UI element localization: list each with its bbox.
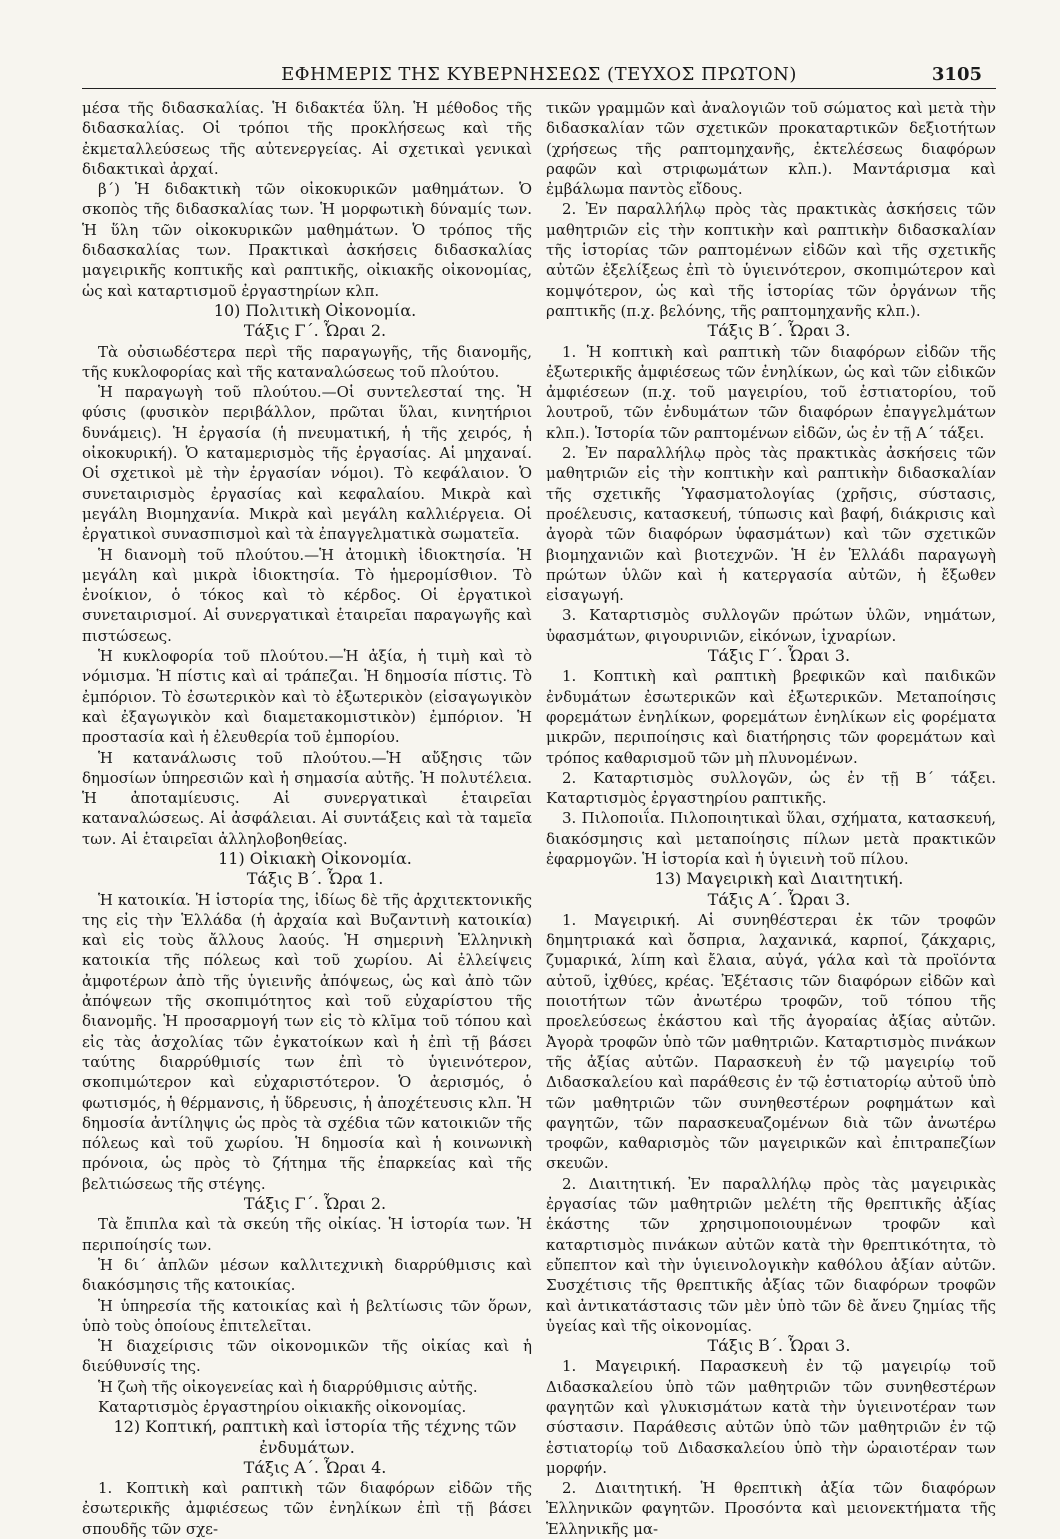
- gazette-title: ΕΦΗΜΕΡΙΣ ΤΗΣ ΚΥΒΕΡΝΗΣΕΩΣ (ΤΕΥΧΟΣ ΠΡΩΤΟΝ): [281, 64, 797, 85]
- paragraph: Ἡ κυκλοφορία τοῦ πλούτου.—Ἡ ἀξία, ἡ τιμὴ καὶ τὸ νόμισμα. Ἡ πίστις καὶ αἱ τράπεζαι. Ἡ δημοσία πίστις. Τὸ ἐμπόριον. Τὸ ἐσωτερικὸν καὶ τὸ ἐξωτερικὸν (εἰσαγωγικὸν καὶ ἐξαγωγικὸν καὶ διαμετακομιστικὸν) ἐμπόριον. Ἡ προστασία καὶ ἡ ἐλευθερία τοῦ ἐμπορίου.: [82, 647, 532, 747]
- paragraph: Ἡ διαχείρισις τῶν οἰκονομικῶν τῆς οἰκίας καὶ ἡ διεύθυνσίς της.: [82, 1337, 532, 1376]
- paragraph: Ἡ ζωὴ τῆς οἰκογενείας καὶ ἡ διαρρύθμισις αὐτῆς.: [98, 1377, 478, 1396]
- paragraph: 2. Καταρτισμὸς συλλογῶν, ὡς ἐν τῇ Β΄ τάξει. Καταρτισμὸς ἐργαστηρίου ραπτικῆς.: [546, 768, 996, 808]
- left-column: [82, 98, 532, 1538]
- paragraph: 2. Ἐν παραλλήλῳ πρὸς τὰς πρακτικὰς ἀσκήσεις τῶν μαθητριῶν εἰς τὴν κοπτικὴν καὶ ραπτικὴν διδασκαλίαν τῆς ἱστορίας τῶν ραπτομένων εἰδῶν καὶ τῆς σχετικῆς αὐτῶν ἐξελίξεως ἐπὶ τὸ ὑγιεινότερον, σκοπιμώτερον καὶ κομψότερον, ὡς καὶ τῆς ἱστορίας τῶν ὀργάνων τῆς ραπτικῆς (π.χ. βελόνης, τῆς ραπτομηχανῆς κλπ.).: [546, 200, 996, 320]
- paragraph: 3. Πιλοποιΐα. Πιλοποιητικαὶ ὕλαι, σχήματα, κατασκευή, διακόσμησις καὶ μεταποίησις πίλων μετὰ πρακτικῶν ἐφαρμογῶν. Ἡ ἱστορία καὶ ἡ ὑγιεινὴ τοῦ πίλου.: [546, 809, 996, 868]
- paragraph: 3. Καταρτισμὸς συλλογῶν πρώτων ὑλῶν, νημάτων, ὑφασμάτων, φιγουρινιῶν, εἰκόνων, ἰχναρίων.: [546, 606, 996, 645]
- paragraph: Ἡ κατοικία. Ἡ ἱστορία της, ἰδίως δὲ τῆς ἀρχιτεκτονικῆς της εἰς τὴν Ἑλλάδα (ἡ ἀρχαία καὶ Βυζαντινὴ κατοικία) καὶ εἰς τοὺς ἄλλους λαούς. Ἡ σημερινὴ Ἑλληνικὴ κατοικία τῆς πόλεως καὶ τοῦ χωρίου. Αἱ ἐλλείψεις ἀμφοτέρων ἀπὸ τῆς ὑγιεινῆς ἀπόψεως, ὡς καὶ ἀπὸ τῶν ἀπόψεων τῆς σκοπιμότητος καὶ τοῦ εὐχαρίστου τῆς διανομῆς. Ἡ προσαρμογή των εἰς τὸ κλῖμα τοῦ τόπου καὶ εἰς τὰς ἀσχολίας τῶν ἐγκατοίκων καὶ ἡ ἐπὶ τῇ βάσει ταύτης διαρρύθμισίς των ἐπὶ τὸ ὑγιεινότερον, σκοπιμώτερον καὶ εὐχαριστότερον. Ὁ ἀερισμός, ὁ φωτισμός, ἡ θέρμανσις, ἡ ὕδρευσις, ἡ ἀποχέτευσις κλπ. Ἡ δημοσία ἀντίληψις ὡς πρὸς τὰ σχέδια τῶν κατοικιῶν τῆς πόλεως καὶ τοῦ χωρίου. Ἡ δημοσία καὶ ἡ κοινωνικὴ πρόνοια, ὡς πρὸς τὸ ζήτημα τῆς ἐπαρκείας καὶ τῆς βελτιώσεως τῆς στέγης.: [82, 890, 532, 1193]
- class-heading: Τάξις Γ΄. Ὧραι 2.: [243, 321, 387, 341]
- paragraph: Καταρτισμὸς ἐργαστηρίου οἰκιακῆς οἰκονομίας.: [98, 1398, 467, 1416]
- paragraph: 1. Κοπτικὴ καὶ ραπτικὴ τῶν διαφόρων εἰδῶν τῆς ἐσωτερικῆς ἀμφιέσεως τῶν ἐνηλίκων ἐπὶ τῇ βάσει σπουδῆς τῶν σχε-: [82, 1479, 532, 1538]
- paragraph: Τὰ οὐσιωδέστερα περὶ τῆς παραγωγῆς, τῆς διανομῆς, τῆς κυκλοφορίας καὶ τῆς καταναλώσεως τοῦ πλούτου.: [82, 342, 532, 381]
- paragraph: Τὰ ἔπιπλα καὶ τὰ σκεύη τῆς οἰκίας. Ἡ ἱστορία των. Ἡ περιποίησίς των.: [82, 1215, 532, 1254]
- paragraph: 1. Μαγειρική. Αἱ συνηθέστεραι ἐκ τῶν τροφῶν δημητριακά καὶ ὄσπρια, λαχανικά, καρποί, ζάκχαρις, ζυμαρικά, λίπη καὶ ἔλαια, αὐγά, γάλα καὶ τὰ προϊόντα αὐτοῦ, ἰχθύες, κρέας. Ἐξέτασις τῶν διαφόρων εἰδῶν καὶ ποιοτήτων τῶν ἀνωτέρω τροφῶν, τοῦ τόπου τῆς προελεύσεως ἑκάστου καὶ τῆς ἀγοραίας ἀξίας αὐτῶν. Ἀγορὰ τροφῶν ὑπὸ τῶν μαθητριῶν. Καταρτισμὸς πινάκων τῆς ἀξίας αὐτῶν. Παρασκευὴ ἐν τῷ μαγειρίῳ τοῦ Διδασκαλείου καὶ παράθεσις ἐν τῷ ἑστιατορίῳ αὐτοῦ ὑπὸ τῶν μαθητριῶν τῶν συνηθεστέρων ροφημάτων καὶ φαγητῶν, τῶν παρασκευαζομένων διὰ τῶν ἀνωτέρω τροφῶν, καθαρισμὸς τῶν μαγειρικῶν καὶ ἐπιτραπεζίων σκευῶν.: [546, 910, 996, 1173]
- class-heading: Τάξις Β΄. Ὧραι 3.: [707, 1336, 851, 1356]
- paragraph: β΄) Ἡ διδακτικὴ τῶν οἰκοκυρικῶν μαθημάτων. Ὁ σκοπὸς τῆς διδασκαλίας των. Ἡ μορφωτικὴ δύναμίς των. Ἡ ὕλη τῶν οἰκοκυρικῶν μαθημάτων. Ὁ τρόπος τῆς διδασκαλίας των. Πρακτικαὶ ἀσκήσεις διδασκαλίας μαγειρικῆς κοπτικῆς καὶ ραπτικῆς, οἰκιακῆς οἰκονομίας, ὡς καὶ καταρτισμοῦ ἐργαστηρίων κλπ.: [82, 180, 532, 300]
- paragraph: Ἡ ὑπηρεσία τῆς κατοικίας καὶ ἡ βελτίωσις τῶν ὅρων, ὑπὸ τοὺς ὁποίους ἐπιτελεῖται.: [82, 1296, 532, 1335]
- paragraph: Ἡ δι΄ ἁπλῶν μέσων καλλιτεχνικὴ διαρρύθμισις καὶ διακόσμησις τῆς κατοικίας.: [82, 1255, 532, 1295]
- paragraph: 2. Ἐν παραλλήλῳ πρὸς τὰς πρακτικὰς ἀσκήσεις τῶν μαθητριῶν εἰς τὴν κοπτικὴν καὶ ραπτικὴν διδασκαλίαν τῆς σχετικῆς Ὑφασματολογίας (χρῆσις, σύστασις, προέλευσις, κατασκευή, τύπωσις καὶ βαφή, διάκρισις καὶ ἀγορὰ τῶν διαφόρων ὑφασμάτων) καὶ τῶν σχετικῶν βιομηχανιῶν καὶ βιοτεχνῶν. Ἡ ἐν Ἑλλάδι παραγωγὴ πρώτων ὑλῶν καὶ ἡ κατεργασία αὐτῶν, ἡ ἔξωθεν εἰσαγωγή.: [546, 444, 996, 605]
- section-title: 12) Κοπτική, ραπτικὴ καὶ ἱστορία τῆς τέχνης τῶν ἐνδυμάτων.: [113, 1417, 517, 1457]
- page-number: 3105: [931, 64, 982, 85]
- paragraph: Ἡ παραγωγὴ τοῦ πλούτου.—Οἱ συντελεσταί της. Ἡ φύσις (φυσικὸν περιβάλλον, πρῶται ὕλαι, κινητήριοι δυνάμεις). Ἡ ἐργασία (ἡ πνευματική, ἡ τῆς χειρός, ἡ οἰκοκυρική). Ὁ καταμερισμὸς τῆς ἐργασίας. Αἱ μηχαναί. Οἱ σχετικοὶ μὲ τὴν ἐργασίαν νόμοι). Τὸ κεφάλαιον. Ὁ συνεταιρισμὸς ἐργασίας καὶ κεφαλαίου. Μικρὰ καὶ μεγάλη Βιομηχανία. Μικρὰ καὶ μεγάλη καλλιέργεια. Οἱ ἐργατικοὶ συνασπισμοὶ καὶ τὰ ἐπαγγελματικὰ σωματεῖα.: [82, 383, 532, 544]
- section-title: 11) Οἰκιακὴ Οἰκονομία.: [218, 848, 412, 868]
- section-title: 13) Μαγειρικὴ καὶ Διαιτητική.: [654, 869, 904, 889]
- class-heading: Τάξις Β΄. Ὧρα 1.: [246, 869, 384, 889]
- paragraph: 1. Μαγειρική. Παρασκευὴ ἐν τῷ μαγειρίῳ τοῦ Διδασκαλείου ὑπὸ τῶν μαθητριῶν τῶν συνηθεστέρων φαγητῶν καὶ γλυκισμάτων κατὰ τὴν ὑγιεινοτέραν των σύστασιν. Παράθεσις αὐτῶν ὑπὸ τῶν μαθητριῶν ἐν τῷ ἑστιατορίῳ τοῦ Διδασκαλείου ὑπὸ τὴν ὡραιοτέραν των μορφήν.: [546, 1357, 996, 1477]
- paragraph: τικῶν γραμμῶν καὶ ἀναλογιῶν τοῦ σώματος καὶ μετὰ τὴν διδασκαλίαν τῶν σχετικῶν προκαταρτικῶν δεξιοτήτων (χρήσεως τῆς ραπτομηχανῆς, ἐκτελέσεως διαφόρων ραφῶν καὶ στριφωμάτων κλπ.). Μαντάρισμα καὶ ἐμβάλωμα παντὸς εἴδους.: [546, 99, 996, 199]
- paragraph: μέσα τῆς διδασκαλίας. Ἡ διδακτέα ὕλη. Ἡ μέθοδος τῆς διδασκαλίας. Οἱ τρόποι τῆς προκλήσεως καὶ τῆς ἐκμεταλλεύσεως τῆς αὐτενεργείας. Αἱ σχετικαὶ γενικαὶ διδακτικαὶ ἀρχαί.: [82, 99, 532, 178]
- class-heading: Τάξις Α΄. Ὧραι 4.: [243, 1457, 387, 1477]
- right-column: [546, 98, 996, 1538]
- paragraph: Ἡ κατανάλωσις τοῦ πλούτου.—Ἡ αὔξησις τῶν δημοσίων ὑπηρεσιῶν καὶ ἡ σημασία αὐτῆς. Ἡ πολυτέλεια. Ἡ ἀποταμίευσις. Αἱ συνεργατικαὶ ἑταιρεῖαι καταναλώσεως. Αἱ ἀσφάλειαι. Αἱ συντάξεις καὶ τὰ ταμεῖα των. Αἱ ἑταιρεῖαι ἀλληλοβοηθείας.: [82, 748, 532, 848]
- paragraph: 1. Ἡ κοπτικὴ καὶ ραπτικὴ τῶν διαφόρων εἰδῶν τῆς ἐξωτερικῆς ἀμφιέσεως τῶν ἐνηλίκων, ὡς καὶ τῶν εἰδικῶν ἀμφιέσεων (π.χ. τοῦ μαγειρίου, τοῦ ἑστιατορίου, τοῦ λουτροῦ, τῶν ἐνδυμάτων τῶν διαφόρων ἐπαγγελμάτων κλπ.). Ἱστορία τῶν ραπτομένων εἰδῶν, ὡς ἐν τῇ Α΄ τάξει.: [546, 342, 996, 442]
- class-heading: Τάξις Γ΄. Ὧραι 3.: [707, 646, 851, 666]
- text-columns: [82, 98, 996, 1538]
- class-heading: Τάξις Β΄. Ὧραι 3.: [707, 321, 851, 341]
- paragraph: 1. Κοπτικὴ καὶ ραπτικὴ βρεφικῶν καὶ παιδικῶν ἐνδυμάτων ἐσωτερικῶν καὶ ἐξωτερικῶν. Μεταποίησις φορεμάτων ἐνηλίκων, φορεμάτων ἐνηλίκων εἰς φορέματα μικρῶν, περιποίησις καὶ διατήρησις τῶν φορεμάτων καὶ τρόπος καθαρισμοῦ τῶν μὴ πλυνομένων.: [546, 667, 996, 767]
- section-title: 10) Πολιτικὴ Οἰκονομία.: [213, 300, 417, 320]
- page-header: [82, 64, 996, 89]
- paragraph: 2. Διαιτητική. Ἐν παραλλήλῳ πρὸς τὰς μαγειρικὰς ἐργασίας τῶν μαθητριῶν μελέτη τῆς θρεπτικῆς ἀξίας ἑκάστης τῶν χρησιμοποιουμένων τροφῶν καὶ καταρτισμὸς πινάκων αὐτῶν κατὰ τὴν θρεπτικότητα, τὸ εὔπεπτον καὶ τὴν ὑγιεινολογικὴν καθόλου ἀξίαν αὐτῶν. Συσχέτισις τῆς θρεπτικῆς ἀξίας τῶν διαφόρων τροφῶν καὶ ἀντικατάστασις τῶν μὲν ὑπὸ τῶν δὲ ἄνευ ζημίας τῆς ὑγείας καὶ τῆς οἰκονομίας.: [546, 1174, 996, 1335]
- class-heading: Τάξις Γ΄. Ὧραι 2.: [243, 1194, 387, 1214]
- class-heading: Τάξις Α΄. Ὧραι 3.: [707, 889, 851, 909]
- paragraph: 2. Διαιτητική. Ἡ θρεπτικὴ ἀξία τῶν διαφόρων Ἑλληνικῶν φαγητῶν. Προσόντα καὶ μειονεκτήματα τῆς Ἑλληνικῆς μα-: [546, 1479, 996, 1538]
- paragraph: Ἡ διανομὴ τοῦ πλούτου.—Ἡ ἀτομικὴ ἰδιοκτησία. Ἡ μεγάλη καὶ μικρὰ ἰδιοκτησία. Τὸ ἡμερομίσθιον. Τὸ ἐνοίκιον, ὁ τόκος καὶ τὸ κέρδος. Οἱ ἐργατικοὶ συνεταιρισμοί. Αἱ συνεργατικαὶ ἑταιρεῖαι παραγωγῆς καὶ πιστώσεως.: [82, 545, 532, 645]
